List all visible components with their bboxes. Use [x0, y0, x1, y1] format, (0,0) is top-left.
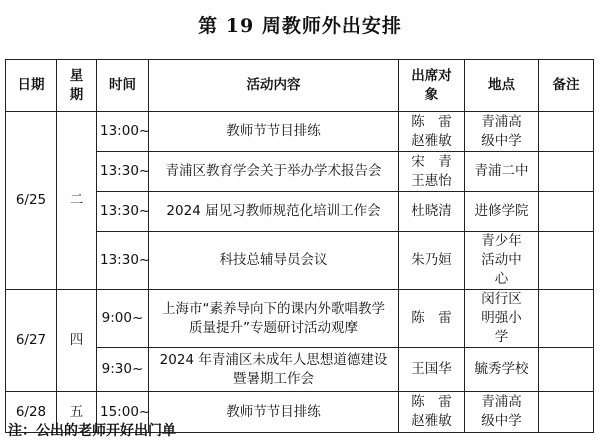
activity-cell: 教师节节目排练: [149, 112, 399, 152]
attendee-name: 陈 雷: [411, 310, 452, 326]
attendee-name: 赵雅敏: [411, 413, 452, 429]
remarks-cell: [539, 348, 594, 392]
date-cell: 6/28: [6, 392, 57, 433]
attendee-name: 王惠怡: [411, 172, 452, 189]
attendee-name: 王国华: [411, 361, 452, 377]
place-cell: 青少年活动中心: [465, 232, 539, 290]
attendee-name: 朱乃姮: [411, 252, 452, 268]
time-cell: 9:00~: [97, 290, 149, 348]
remarks-cell: [539, 112, 594, 152]
attendees-cell: [399, 152, 465, 192]
attendees-cell: [399, 290, 465, 348]
attendee-name: 赵雅敏: [411, 132, 452, 149]
place-cell: 进修学院: [465, 192, 539, 232]
activity-cell: 2024 届见习教师规范化培训工作会: [149, 192, 399, 232]
header-weekday: 星期: [57, 60, 97, 112]
activity-cell: 科技总辅导员会议: [149, 232, 399, 290]
remarks-cell: [539, 152, 594, 192]
header-time: 时间: [97, 60, 149, 112]
header-date: 日期: [6, 60, 57, 112]
table-row: [6, 112, 594, 152]
header-activity: 活动内容: [149, 60, 399, 112]
time-cell: 13:30~: [97, 232, 149, 290]
attendees-cell: [399, 392, 465, 433]
table-row: [6, 290, 594, 348]
remarks-cell: [539, 392, 594, 433]
remarks-cell: [539, 232, 594, 290]
time-cell: 15:00~: [97, 392, 149, 433]
attendees-cell: [399, 192, 465, 232]
date-cell: 6/25: [6, 112, 57, 290]
attendee-name: 宋 青: [411, 153, 452, 170]
place-cell: 青浦高级中学: [465, 392, 539, 433]
place-cell: 闵行区明强小学: [465, 290, 539, 348]
place-cell: 青浦高级中学: [465, 112, 539, 152]
remarks-cell: [539, 290, 594, 348]
time-cell: 13:00~: [97, 112, 149, 152]
date-cell: 6/27: [6, 290, 57, 392]
weekday-cell: 二: [57, 112, 97, 290]
place-cell: 毓秀学校: [465, 348, 539, 392]
time-cell: 13:30~: [97, 152, 149, 192]
schedule-table: [5, 59, 594, 433]
page-title: 第 19 周教师外出安排: [198, 15, 402, 37]
header-remarks: 备注: [539, 60, 594, 112]
weekday-cell: 五: [57, 392, 97, 433]
header-place: 地点: [465, 60, 539, 112]
attendee-name: 陈 雷: [411, 113, 452, 130]
activity-cell: 青浦区教育学会关于举办学术报告会: [149, 152, 399, 192]
weekday-cell: 四: [57, 290, 97, 392]
time-cell: 13:30~: [97, 192, 149, 232]
attendee-name: 杜晓清: [411, 203, 452, 219]
attendees-cell: [399, 232, 465, 290]
footer-note: 注：公出的老师开好出门单: [8, 423, 176, 439]
remarks-cell: [539, 192, 594, 232]
header-row: [6, 60, 594, 112]
attendee-name: 陈 雷: [411, 394, 452, 410]
time-cell: 9:30~: [97, 348, 149, 392]
attendees-cell: [399, 348, 465, 392]
header-attendees: 出席对象: [399, 60, 465, 112]
attendees-cell: [399, 112, 465, 152]
activity-cell: 教师节节目排练: [149, 392, 399, 433]
place-cell: 青浦二中: [465, 152, 539, 192]
activity-cell: 2024 年青浦区未成年人思想道德建设暨暑期工作会: [149, 348, 399, 392]
activity-cell: 上海市“素养导向下的课内外歌唱教学质量提升”专题研讨活动观摩: [149, 290, 399, 348]
